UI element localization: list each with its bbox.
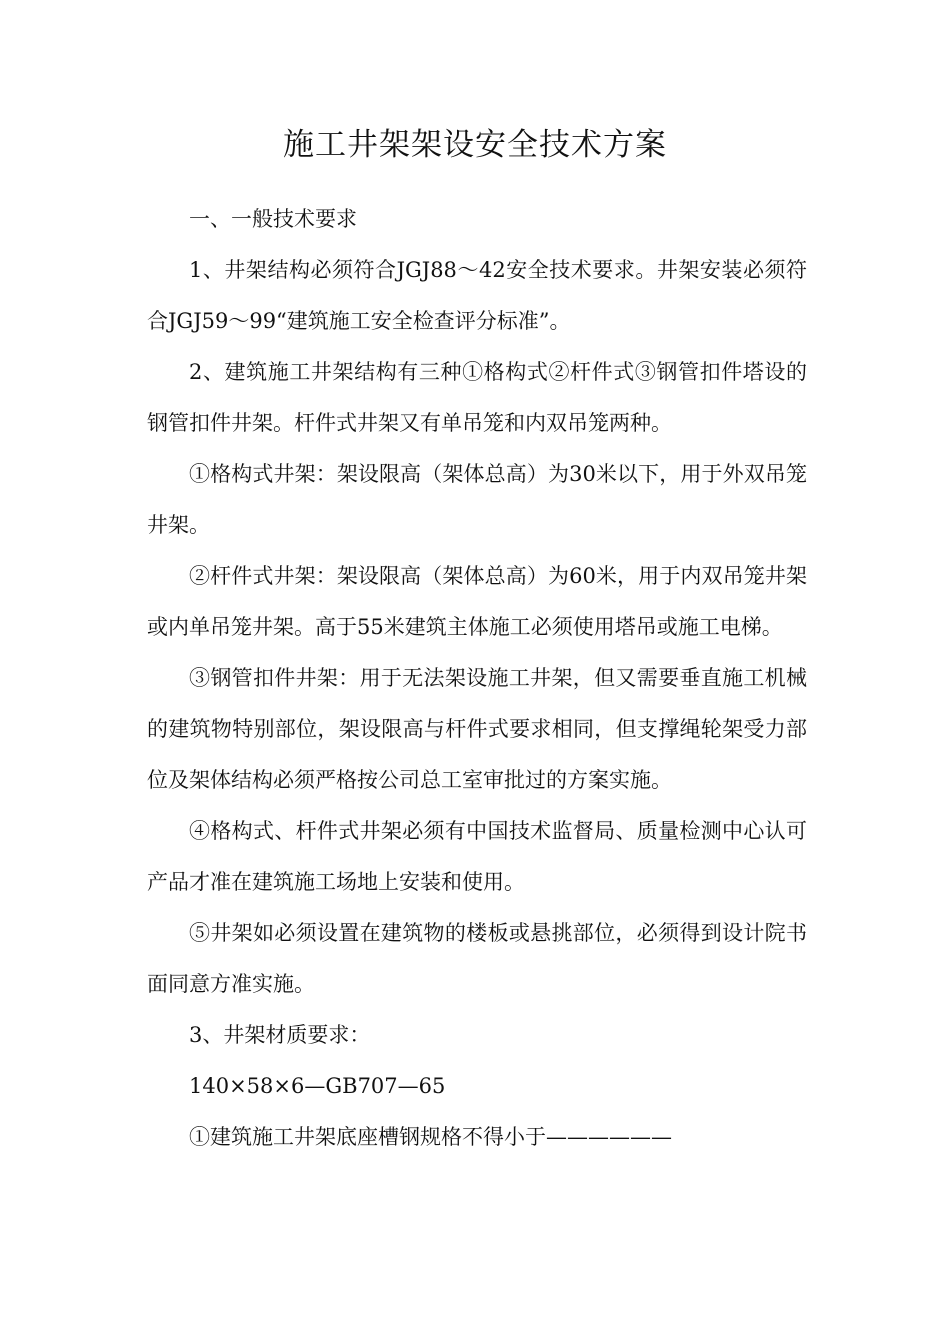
section-heading-general-requirements: 一、一般技术要求 [189,207,357,231]
paragraph-floor-installation: ⑤井架如必须设置在建筑物的楼板或悬挑部位，必须得到设计院书面同意方准实施。 [147,921,807,996]
paragraph-item-3: 3、井架材质要求： [189,1023,371,1047]
paragraph-base-channel-steel: ①建筑施工井架底座槽钢规格不得小于—————— [189,1125,672,1149]
document-title: 施工井架架设安全技术方案 [283,127,667,163]
paragraph-certification: ④格构式、杆件式井架必须有中国技术监督局、质量检测中心认可产品才准在建筑施工场地上安装和使用。 [147,819,807,894]
paragraph-spec-code: 140×58×6—GB707—65 [189,1074,446,1098]
paragraph-item-1: 1、井架结构必须符合JGJ88～42安全技术要求。井架安装必须符合JGJ59～99“建筑施工安全检查评分标准”。 [147,258,807,333]
paragraph-lattice-derrick: ①格构式井架：架设限高（架体总高）为30米以下，用于外双吊笼井架。 [147,462,807,537]
paragraph-item-2: 2、建筑施工井架结构有三种①格构式②杆件式③钢管扣件塔设的钢管扣件井架。杆件式井架又有单吊笼和内双吊笼两种。 [147,360,807,435]
paragraph-rod-derrick: ②杆件式井架：架设限高（架体总高）为60米，用于内双吊笼井架或内单吊笼井架。高于55米建筑主体施工必须使用塔吊或施工电梯。 [147,564,807,639]
paragraph-steel-tube-derrick: ③钢管扣件井架：用于无法架设施工井架，但又需要垂直施工机械的建筑物特别部位，架设限高与杆件式要求相同，但支撑绳轮架受力部位及架体结构必须严格按公司总工室审批过的方案实施。 [147,666,807,792]
document-body [147,194,807,1163]
